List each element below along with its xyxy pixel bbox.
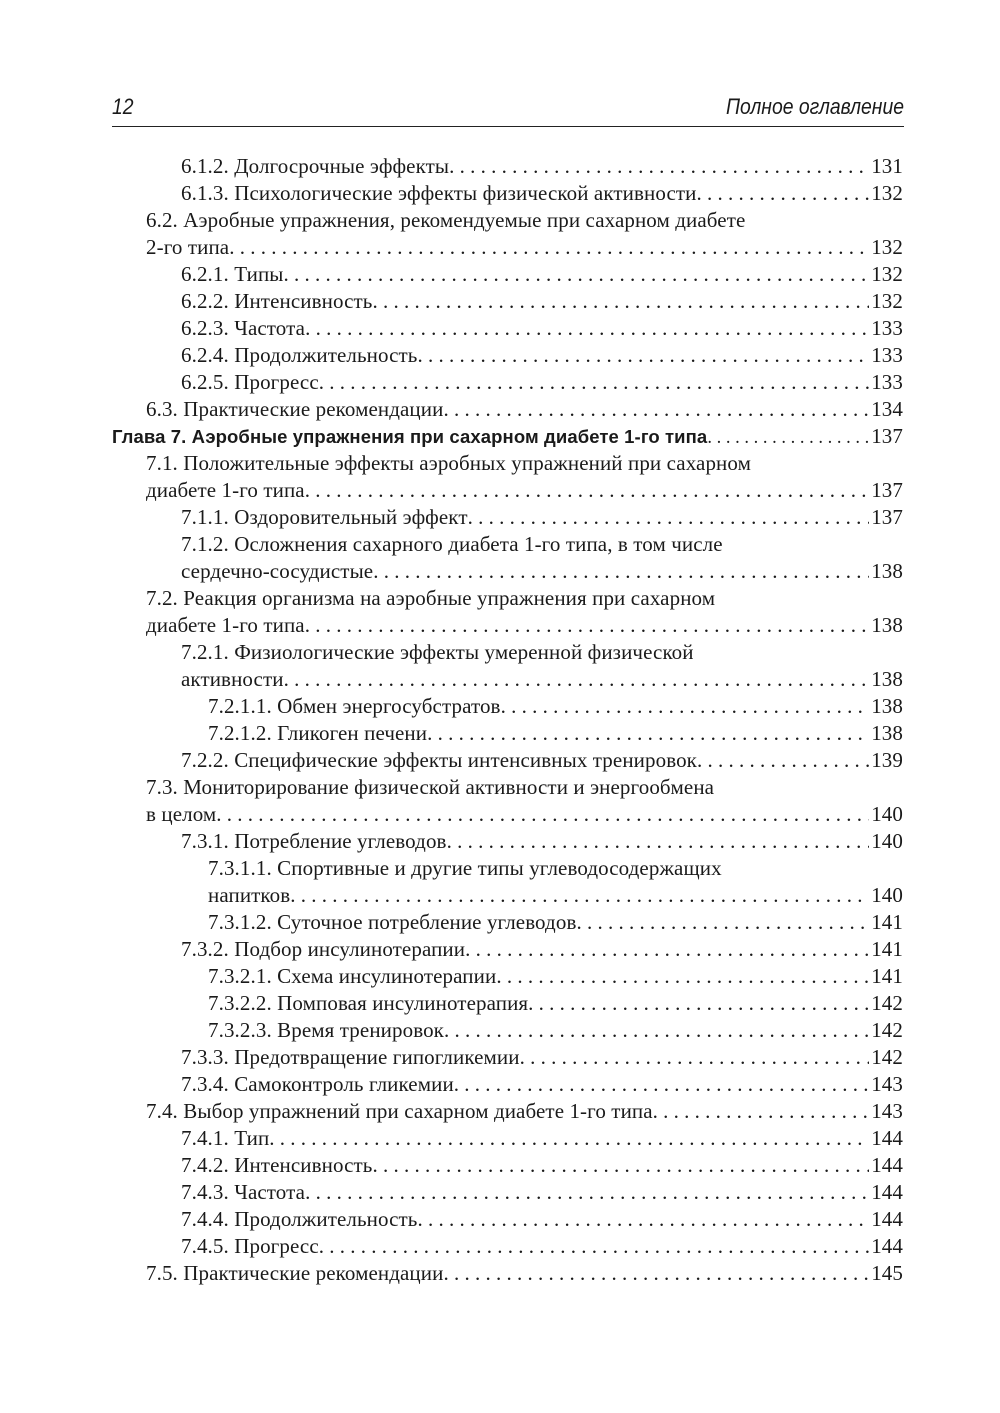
toc-entry-page: 144 xyxy=(871,1153,903,1177)
toc-entry-title: 7.3.1. Потребление углеводов xyxy=(181,829,447,853)
toc-entry-page: 132 xyxy=(871,235,903,259)
toc-entry-page: 141 xyxy=(871,964,903,988)
toc-entry-title: 6.1.2. Долгосрочные эффекты xyxy=(181,154,450,178)
dot-leader xyxy=(418,1206,870,1233)
toc-entry-title: диабете 1-го типа xyxy=(146,613,305,637)
toc-entry[interactable] xyxy=(112,342,903,369)
dot-leader xyxy=(305,612,869,639)
toc-entry-page: 140 xyxy=(871,802,903,826)
toc-entry-page: 138 xyxy=(871,694,903,718)
toc-entry-title: 7.4.5. Прогресс xyxy=(181,1234,319,1258)
toc-entry[interactable] xyxy=(112,234,903,261)
toc-entry-page: 141 xyxy=(871,937,903,961)
dot-leader xyxy=(284,666,870,693)
dot-leader xyxy=(269,1125,869,1152)
toc-entry[interactable] xyxy=(112,882,903,909)
dot-leader xyxy=(454,1071,869,1098)
toc-entry-title: 7.4.2. Интенсивность xyxy=(181,1153,373,1177)
dot-leader xyxy=(372,288,869,315)
toc-entry[interactable] xyxy=(112,369,903,396)
toc-entry[interactable] xyxy=(112,1125,903,1152)
toc-entry-title: 7.4.4. Продолжительность xyxy=(181,1207,418,1231)
dot-leader xyxy=(496,963,869,990)
toc-entry-title: 6.2.1. Типы xyxy=(181,262,284,286)
toc-entry[interactable] xyxy=(112,153,903,180)
toc-entry-page: 137 xyxy=(871,424,903,448)
toc-entry-title: 7.4.3. Частота xyxy=(181,1180,306,1204)
toc-entry-title: 7.1.1. Оздоровительный эффект xyxy=(181,505,468,529)
toc-entry-page: 138 xyxy=(871,613,903,637)
dot-leader xyxy=(290,882,869,909)
toc-entry[interactable] xyxy=(112,963,903,990)
toc-chapter-entry[interactable] xyxy=(112,423,903,450)
toc-entry-title: 6.2.3. Частота xyxy=(181,316,306,340)
dot-leader xyxy=(216,801,869,828)
toc-entry-title: 7.3.2.1. Схема инсулинотерапии xyxy=(208,964,497,988)
toc-entry-page: 140 xyxy=(871,883,903,907)
toc-entry-page: 138 xyxy=(871,721,903,745)
toc-entry[interactable] xyxy=(112,1071,903,1098)
toc-entry-title: 7.3.2.2. Помповая инсулинотерапия xyxy=(208,991,529,1015)
toc-entry[interactable] xyxy=(112,1044,903,1071)
dot-leader xyxy=(520,1044,870,1071)
toc-entry[interactable] xyxy=(112,639,903,666)
toc-entry-page: 133 xyxy=(871,316,903,340)
dot-leader xyxy=(443,396,869,423)
dot-leader xyxy=(449,153,869,180)
dot-leader xyxy=(528,990,869,1017)
toc-entry[interactable] xyxy=(112,1152,903,1179)
dot-leader xyxy=(447,828,870,855)
dot-leader xyxy=(501,693,870,720)
toc-entry-title: 7.3.3. Предотвращение гипогликемии xyxy=(181,1045,520,1069)
toc-entry-page: 142 xyxy=(871,991,903,1015)
dot-leader xyxy=(707,425,869,452)
toc-entry[interactable] xyxy=(112,1179,903,1206)
toc-entry[interactable] xyxy=(112,261,903,288)
toc-entry[interactable] xyxy=(112,180,903,207)
toc-entry[interactable] xyxy=(112,558,903,585)
toc-entry-title: в целом xyxy=(146,802,217,826)
toc-entry-page: 132 xyxy=(871,262,903,286)
toc-entry-title: 7.4.1. Тип xyxy=(181,1126,270,1150)
toc-entry-title: 6.2.4. Продолжительность xyxy=(181,343,418,367)
toc-entry-page: 132 xyxy=(871,181,903,205)
toc-entry-title: 7.2.1.1. Обмен энергосубстратов xyxy=(208,694,501,718)
dot-leader xyxy=(305,477,869,504)
toc-entry-page: 144 xyxy=(871,1180,903,1204)
toc-entry[interactable] xyxy=(112,315,903,342)
dot-leader xyxy=(427,720,869,747)
toc-entry[interactable] xyxy=(112,1017,903,1044)
toc-entry-page: 138 xyxy=(871,559,903,583)
toc-entry[interactable] xyxy=(112,477,903,504)
toc-entry[interactable] xyxy=(112,720,903,747)
toc-entry-page: 131 xyxy=(871,154,903,178)
toc-entry[interactable] xyxy=(112,828,903,855)
toc-entry-title: 7.1. Положительные эффекты аэробных упражнений при сахарном xyxy=(146,451,751,475)
toc-entry-title: диабете 1-го типа xyxy=(146,478,305,502)
dot-leader xyxy=(229,234,869,261)
dot-leader xyxy=(372,1152,869,1179)
toc-entry[interactable] xyxy=(112,1260,903,1287)
toc-entry-page: 144 xyxy=(871,1234,903,1258)
toc-entry-title: 7.3.2. Подбор инсулинотерапии xyxy=(181,937,466,961)
toc-entry-page: 139 xyxy=(871,748,903,772)
toc-entry-page: 143 xyxy=(871,1072,903,1096)
toc-entry-title: активности xyxy=(181,667,284,691)
toc-entry-title: 7.3. Мониторирование физической активности и энергообмена xyxy=(146,775,715,799)
toc-entry-page: 133 xyxy=(871,343,903,367)
toc-entry-page: 140 xyxy=(871,829,903,853)
toc-entry-title: 7.2.2. Специфические эффекты интенсивных тренировок xyxy=(181,748,697,772)
toc-entry-title: 6.1.3. Психологические эффекты физической активности xyxy=(181,181,697,205)
toc-entry-title: 6.2.2. Интенсивность xyxy=(181,289,373,313)
toc-entry[interactable] xyxy=(112,396,903,423)
toc-entry[interactable] xyxy=(112,612,903,639)
toc-entry-page: 143 xyxy=(871,1099,903,1123)
toc-entry-title: 7.3.1.2. Суточное потребление углеводов xyxy=(208,910,577,934)
toc-entry-page: 138 xyxy=(871,667,903,691)
dot-leader xyxy=(697,747,869,774)
toc-entry-title: Глава 7. Аэробные упражнения при сахарном диабете 1-го типа xyxy=(112,426,708,447)
page-header xyxy=(112,92,904,127)
dot-leader xyxy=(444,1017,869,1044)
dot-leader xyxy=(576,909,869,936)
toc-entry-page: 137 xyxy=(871,505,903,529)
toc-entry[interactable] xyxy=(112,801,903,828)
toc-entry-title: 6.3. Практические рекомендации xyxy=(146,397,444,421)
dot-leader xyxy=(373,558,869,585)
toc-entry-page: 133 xyxy=(871,370,903,394)
toc-entry[interactable] xyxy=(112,207,903,234)
toc-entry[interactable] xyxy=(112,1233,903,1260)
table-of-contents xyxy=(112,153,903,1287)
toc-entry-title: 7.3.2.3. Время тренировок xyxy=(208,1018,444,1042)
dot-leader xyxy=(468,504,870,531)
toc-entry-page: 144 xyxy=(871,1207,903,1231)
toc-entry[interactable] xyxy=(112,504,903,531)
toc-entry-title: сердечно-сосудистые xyxy=(181,559,374,583)
toc-entry[interactable] xyxy=(112,774,903,801)
toc-entry[interactable] xyxy=(112,936,903,963)
toc-entry[interactable] xyxy=(112,747,903,774)
dot-leader xyxy=(284,261,870,288)
toc-entry[interactable] xyxy=(112,531,903,558)
toc-entry[interactable] xyxy=(112,288,903,315)
toc-entry-title: 7.4. Выбор упражнений при сахарном диабете 1-го типа xyxy=(146,1099,653,1123)
toc-entry-title: 7.2.1. Физиологические эффекты умеренной физической xyxy=(181,640,694,664)
toc-entry[interactable] xyxy=(112,666,903,693)
dot-leader xyxy=(305,315,869,342)
toc-entry[interactable] xyxy=(112,450,903,477)
toc-entry-page: 137 xyxy=(871,478,903,502)
toc-entry-page: 145 xyxy=(871,1261,903,1285)
toc-entry[interactable] xyxy=(112,585,903,612)
dot-leader xyxy=(319,1233,869,1260)
running-title: Полное оглавление xyxy=(726,94,904,119)
toc-entry-title: напитков xyxy=(208,883,291,907)
toc-entry[interactable] xyxy=(112,1206,903,1233)
dot-leader xyxy=(697,180,870,207)
toc-entry-title: 6.2. Аэробные упражнения, рекомендуемые при сахарном диабете xyxy=(146,208,746,232)
toc-entry-page: 132 xyxy=(871,289,903,313)
toc-entry[interactable] xyxy=(112,990,903,1017)
toc-entry-page: 134 xyxy=(871,397,903,421)
toc-entry-title: 2-го типа xyxy=(146,235,230,259)
toc-entry[interactable] xyxy=(112,693,903,720)
toc-entry[interactable] xyxy=(112,1098,903,1125)
toc-entry-page: 141 xyxy=(871,910,903,934)
toc-entry[interactable] xyxy=(112,855,903,882)
toc-entry-page: 142 xyxy=(871,1045,903,1069)
dot-leader xyxy=(465,936,869,963)
toc-entry-title: 7.5. Практические рекомендации xyxy=(146,1261,444,1285)
toc-entry-title: 7.3.1.1. Спортивные и другие типы углеводосодержащих xyxy=(208,856,722,880)
dot-leader xyxy=(653,1098,870,1125)
toc-entry-page: 144 xyxy=(871,1126,903,1150)
page-number: 12 xyxy=(112,94,134,119)
toc-entry-title: 6.2.5. Прогресс xyxy=(181,370,319,394)
dot-leader xyxy=(305,1179,869,1206)
dot-leader xyxy=(443,1260,869,1287)
toc-entry-title: 7.1.2. Осложнения сахарного диабета 1-го типа, в том числе xyxy=(181,532,723,556)
toc-entry-title: 7.2.1.2. Гликоген печени xyxy=(208,721,428,745)
toc-entry-title: 7.2. Реакция организма на аэробные упражнения при сахарном xyxy=(146,586,716,610)
dot-leader xyxy=(418,342,870,369)
toc-entry[interactable] xyxy=(112,909,903,936)
toc-entry-page: 142 xyxy=(871,1018,903,1042)
dot-leader xyxy=(319,369,869,396)
toc-entry-title: 7.3.4. Самоконтроль гликемии xyxy=(181,1072,454,1096)
